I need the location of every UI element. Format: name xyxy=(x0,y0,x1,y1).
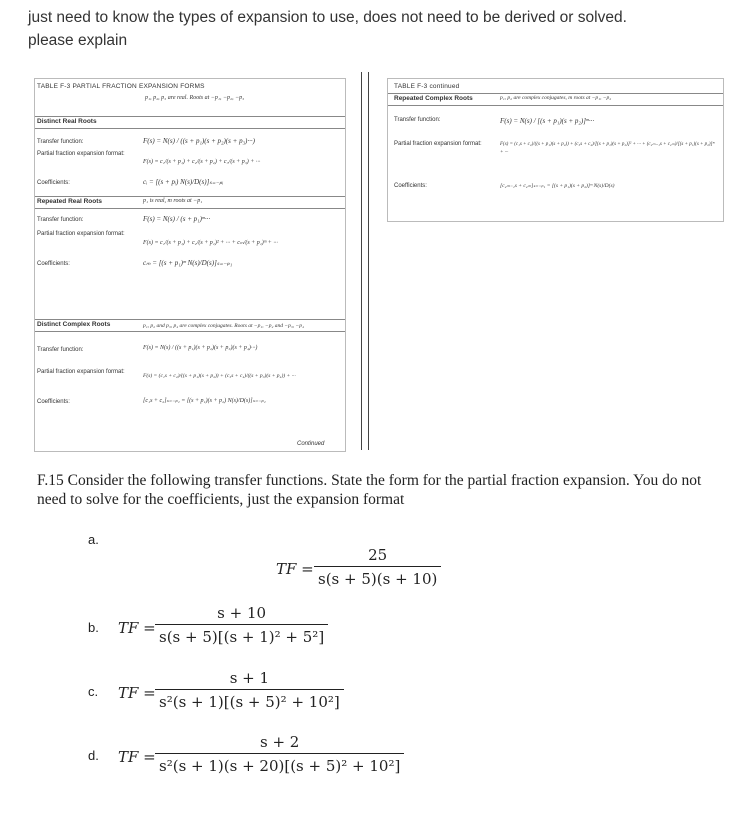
continued-label: Continued xyxy=(297,441,325,447)
section2-row2-eq: F(s) = c₁/(s + p₁) + c₂/(s + p₁)² + ··· + cₘ/(s + p₁)ᵐ + ··· xyxy=(143,240,278,246)
section2-row2-label: Partial fraction expansion format: xyxy=(37,231,125,237)
item-b-letter: b. xyxy=(88,620,99,635)
partial-fraction-table-right xyxy=(387,78,724,222)
section2-row3-eq: cₘ = [(s + p₁)ᵐ N(s)/D(s)]ₛ₌₋ₚ₁ xyxy=(143,259,233,267)
item-a-denominator: s(s + 5)(s + 10) xyxy=(318,570,438,588)
section1-note: p₁, p₂, p₃ are real. Roots at −p₁, −p₂, −p₃ xyxy=(145,95,245,101)
repeated-complex-note: p₁, p₂ are complex conjugates, m roots at −p₁, −p₂ xyxy=(500,95,612,101)
section1-row2-eq: F(s) = c₁/(s + p₁) + c₂/(s + p₂) + c₃/(s + p₃) + ··· xyxy=(143,159,261,165)
item-a-letter: a. xyxy=(88,532,99,547)
section2-heading: Repeated Real Roots xyxy=(37,198,103,205)
partial-fraction-table-left xyxy=(34,78,346,452)
section3-row3-eq: [c₁s + c₂]ₛ₌₋ₚ₁ = [(s + p₁)(s + p₂) N(s)/D(s)]ₛ₌₋ₚ₁ xyxy=(143,398,266,404)
section3-row3-label: Coefficients: xyxy=(37,399,70,405)
item-b-fraction xyxy=(155,604,328,646)
rc-row2-eq: F(s) = (c₁s + c₂)/((s + p₁)(s + p₂)) + (c₃s + c₄)/[(s + p₁)(s + p₂)]² + ··· + (c₂ₘ₋₁s + c₂ₘ)/[(s + p₁)(s + p₂)]ᵐ + ··· xyxy=(500,142,715,155)
rc-row1-label: Transfer function: xyxy=(394,117,441,123)
table-divider xyxy=(361,72,369,450)
table-title: TABLE F-3 PARTIAL FRACTION EXPANSION FORMS xyxy=(37,83,205,90)
item-c-denominator: s²(s + 1)[(s + 5)² + 10²] xyxy=(159,693,340,711)
section2-note: p₁ is real, m roots at −p₁ xyxy=(143,198,203,204)
section3-heading: Distinct Complex Roots xyxy=(37,321,111,328)
section1-row1-eq: F(s) = N(s) / ((s + p₁)(s + p₂)(s + p₃)···) xyxy=(143,137,255,145)
section3-row2-label: Partial fraction expansion format: xyxy=(37,369,125,375)
item-d-fraction xyxy=(155,733,404,775)
question-line-2: please explain xyxy=(28,32,128,49)
problem-statement: F.15 Consider the following transfer functions. State the form for the partial fraction expansion. You do not need to solve for the coefficients, just the expansion format xyxy=(37,472,702,508)
item-d-denominator: s²(s + 1)(s + 20)[(s + 5)² + 10²] xyxy=(159,757,401,775)
section1-row3-label: Coefficients: xyxy=(37,180,70,186)
item-a-numerator: 25 xyxy=(368,546,388,564)
rc-row2-label: Partial fraction expansion format: xyxy=(394,141,482,147)
item-c-letter: c. xyxy=(88,684,99,699)
section1-row2-label: Partial fraction expansion format: xyxy=(37,151,125,157)
section3-row1-eq: F(s) = N(s) / ((s + p₁)(s + p₂)(s + p₃)(s + p₄)···) xyxy=(143,345,258,351)
section2-row1-label: Transfer function: xyxy=(37,217,84,223)
rc-row3-label: Coefficients: xyxy=(394,183,427,189)
section3-row2-eq: F(s) = (c₁s + c₂)/((s + p₁)(s + p₂)) + (c₃s + c₄)/((s + p₃)(s + p₄)) + ··· xyxy=(143,373,296,379)
item-d-tf-label: TF = xyxy=(118,748,156,766)
section1-heading: Distinct Real Roots xyxy=(37,118,97,125)
item-c-tf-label: TF = xyxy=(118,684,156,702)
section3-row1-label: Transfer function: xyxy=(37,347,84,353)
question-text xyxy=(28,6,728,52)
section3-note: p₁, p₂ and p₃, p₄ are complex conjugates. Roots at −p₁, −p₂ and −p₃, −p₄ xyxy=(143,323,304,329)
rc-row3-eq: [c₂ₘ₋₁s + c₂ₘ]ₛ₌₋ₚ₁ = [(s + p₁)(s + p₂)]ᵐ N(s)/D(s) xyxy=(500,183,615,189)
item-a-tf-label: TF = xyxy=(276,560,314,578)
item-a-fraction xyxy=(314,546,441,588)
question-line-1: just need to know the types of expansion to use, does not need to be derived or solved. xyxy=(28,9,627,26)
section2-row3-label: Coefficients: xyxy=(37,261,70,267)
item-b-tf-label: TF = xyxy=(118,619,156,637)
item-b-numerator: s + 10 xyxy=(217,604,267,622)
rc-row1-eq: F(s) = N(s) / [(s + p₁)(s + p₂)]ᵐ··· xyxy=(500,117,595,125)
item-b-denominator: s(s + 5)[(s + 1)² + 5²] xyxy=(159,628,325,646)
section1-row3-eq: cᵢ = [(s + pᵢ) N(s)/D(s)]ₛ₌₋ₚᵢ xyxy=(143,178,224,186)
section2-row1-eq: F(s) = N(s) / (s + p₁)ᵐ··· xyxy=(143,215,211,223)
item-d-numerator: s + 2 xyxy=(259,733,300,751)
section1-row1-label: Transfer function: xyxy=(37,139,84,145)
item-d-letter: d. xyxy=(88,748,99,763)
item-c-fraction xyxy=(155,669,344,711)
repeated-complex-heading: Repeated Complex Roots xyxy=(394,95,473,102)
table-title-continued: TABLE F-3 continued xyxy=(394,83,460,90)
item-c-numerator: s + 1 xyxy=(229,669,270,687)
